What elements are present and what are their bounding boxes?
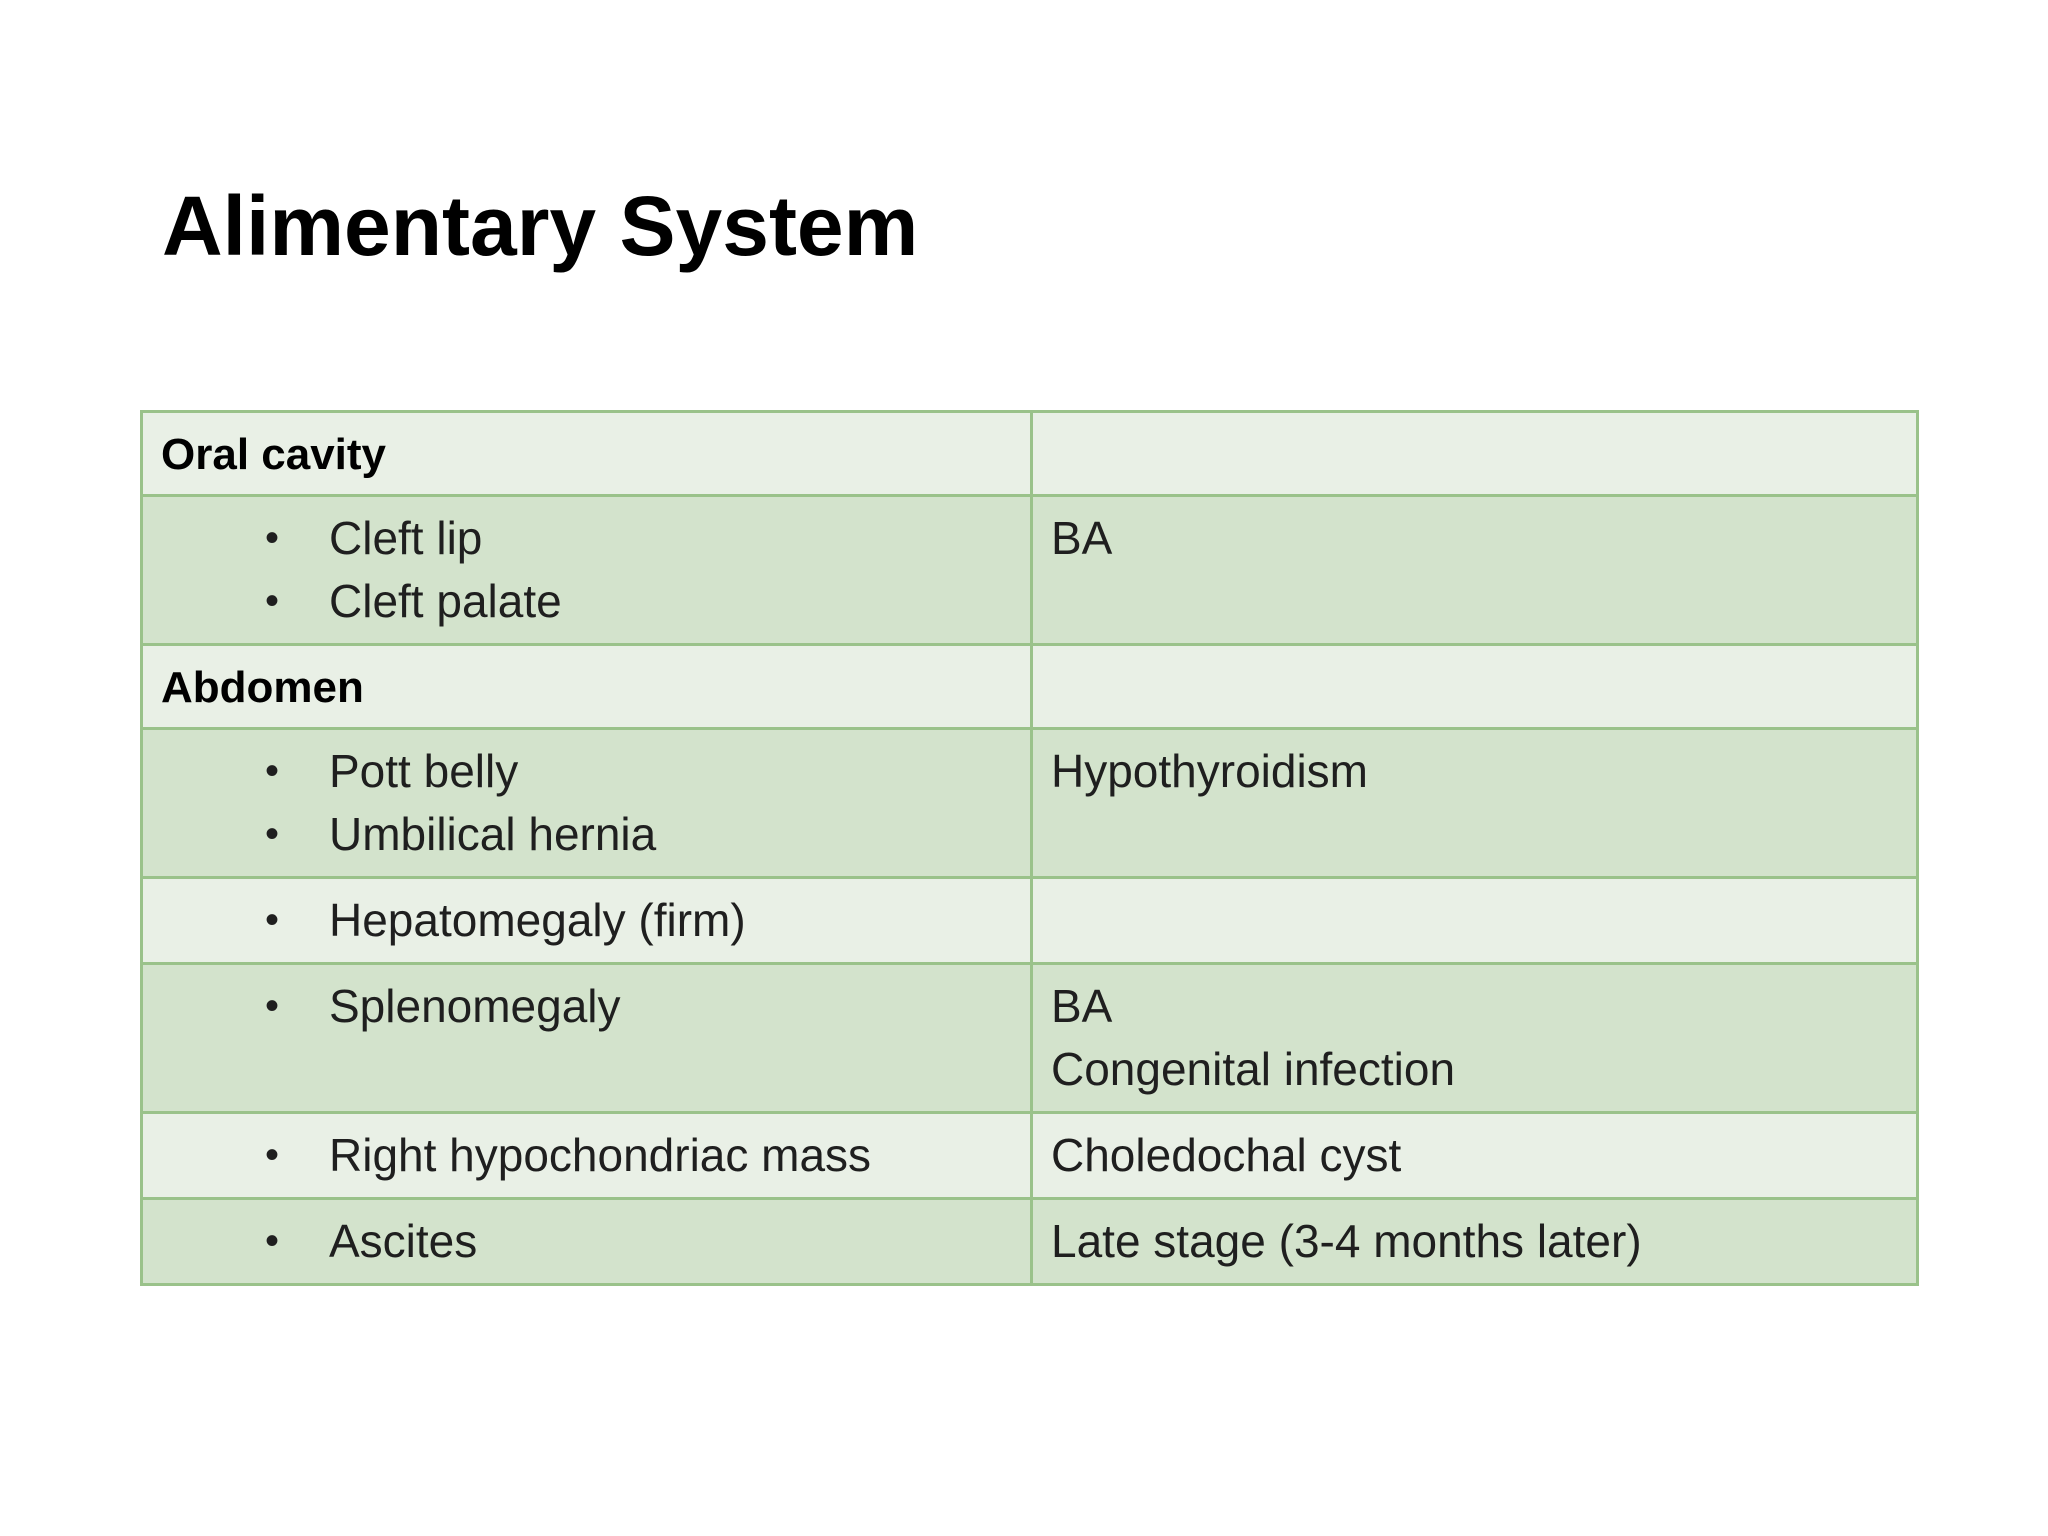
section-label-cell — [142, 645, 1032, 729]
cause-text: BA — [1051, 512, 1113, 564]
cause-text: Late stage (3-4 months later) — [1051, 1215, 1642, 1267]
finding-cell — [142, 878, 1032, 964]
bullet-icon: • — [265, 984, 280, 1028]
cause-cell — [1032, 496, 1918, 645]
finding-list — [161, 507, 1012, 633]
cause-cell — [1032, 964, 1918, 1113]
finding-list — [161, 740, 1012, 866]
list-item — [265, 889, 1012, 952]
table-row — [142, 964, 1918, 1113]
cause-text: Hypothyroidism — [1051, 745, 1368, 797]
list-item — [265, 975, 1012, 1038]
list-item — [265, 570, 1012, 633]
section-row-oral-cavity — [142, 412, 1918, 496]
finding-list — [161, 1210, 1012, 1273]
section-label: Abdomen — [161, 662, 364, 712]
cause-cell — [1032, 1113, 1918, 1199]
list-item — [265, 1210, 1012, 1273]
finding-text: Pott belly — [329, 745, 519, 797]
table-row — [142, 729, 1918, 878]
finding-text: Ascites — [329, 1215, 478, 1267]
cause-cell — [1032, 729, 1918, 878]
finding-cell — [142, 964, 1032, 1113]
finding-text: Hepatomegaly (firm) — [329, 894, 746, 946]
bullet-icon: • — [265, 516, 280, 560]
table-row — [142, 878, 1918, 964]
bullet-icon: • — [265, 898, 280, 942]
table-row — [142, 496, 1918, 645]
section-label-cell — [142, 412, 1032, 496]
section-row-abdomen — [142, 645, 1918, 729]
list-item — [265, 507, 1012, 570]
list-item — [265, 1124, 1012, 1187]
finding-cell — [142, 496, 1032, 645]
cause-cell — [1032, 1199, 1918, 1285]
finding-cell — [142, 729, 1032, 878]
section-cause-cell — [1032, 412, 1918, 496]
finding-cell — [142, 1113, 1032, 1199]
slide-title: Alimentary System — [162, 179, 919, 273]
finding-text: Umbilical hernia — [329, 808, 657, 860]
cause-text: Choledochal cyst — [1051, 1129, 1402, 1181]
finding-list — [161, 975, 1012, 1038]
finding-text: Splenomegaly — [329, 980, 621, 1032]
table-row — [142, 1199, 1918, 1285]
finding-text: Right hypochondriac mass — [329, 1129, 872, 1181]
cause-text: Congenital infection — [1051, 1043, 1456, 1095]
findings-table — [140, 410, 1919, 1286]
cause-cell — [1032, 878, 1918, 964]
finding-text: Cleft palate — [329, 575, 562, 627]
cause-text: BA — [1051, 980, 1113, 1032]
section-cause-cell — [1032, 645, 1918, 729]
bullet-icon: • — [265, 1133, 280, 1177]
finding-list — [161, 889, 1012, 952]
list-item — [265, 740, 1012, 803]
bullet-icon: • — [265, 812, 280, 856]
finding-text: Cleft lip — [329, 512, 483, 564]
table-row — [142, 1113, 1918, 1199]
findings-table-container — [140, 410, 1916, 1286]
list-item — [265, 803, 1012, 866]
finding-cell — [142, 1199, 1032, 1285]
bullet-icon: • — [265, 1219, 280, 1263]
finding-list — [161, 1124, 1012, 1187]
bullet-icon: • — [265, 749, 280, 793]
bullet-icon: • — [265, 579, 280, 623]
section-label: Oral cavity — [161, 429, 387, 479]
